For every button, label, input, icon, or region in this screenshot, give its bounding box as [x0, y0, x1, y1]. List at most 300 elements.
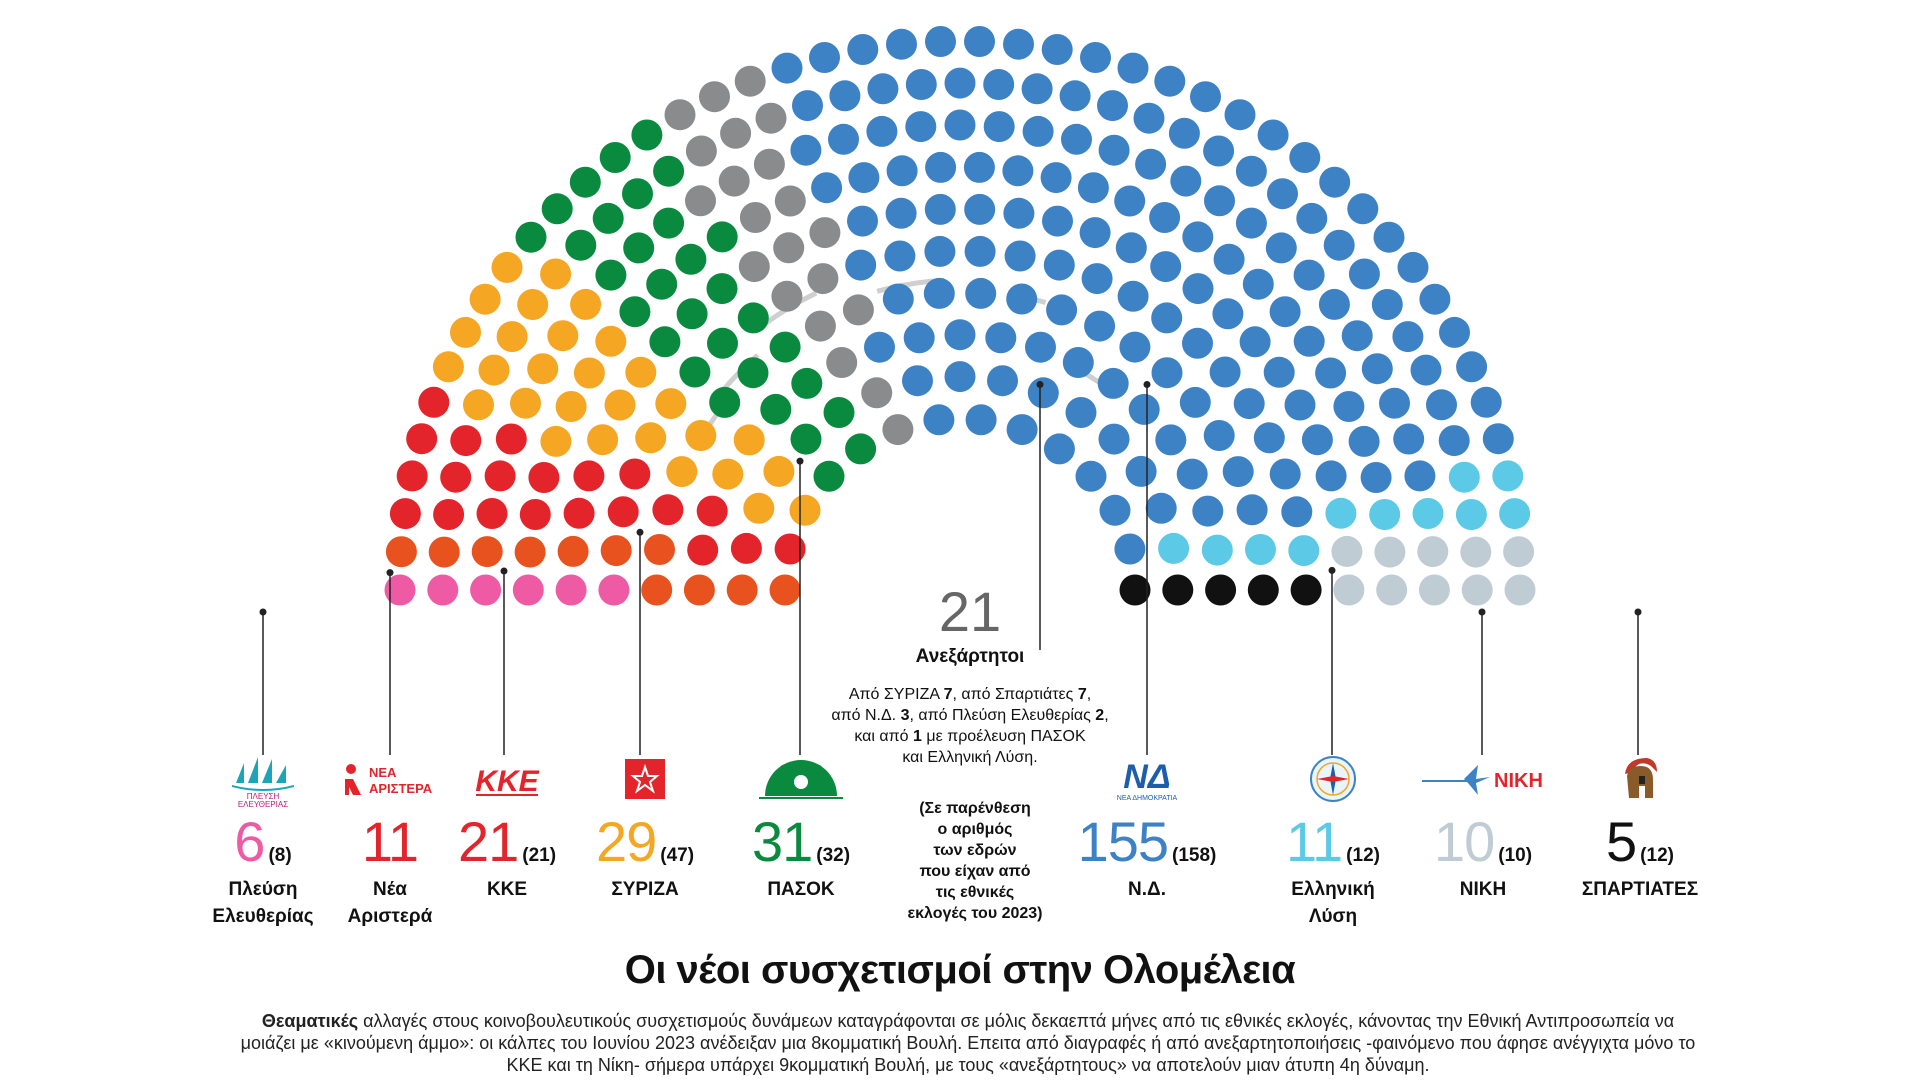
seat-nd	[792, 90, 823, 121]
seat-el	[1158, 533, 1189, 564]
spartan-helmet-logo	[1545, 748, 1735, 810]
seat-nd	[1076, 461, 1107, 492]
svg-text:ΝΔ: ΝΔ	[1123, 758, 1171, 796]
seat-pasok	[814, 461, 845, 492]
seat-indep	[775, 186, 806, 217]
seat-nd	[1225, 99, 1256, 130]
seat-el	[1492, 460, 1523, 491]
seat-pasok	[675, 244, 706, 275]
seat-syriza	[556, 391, 587, 422]
party-pasok: 31 (32) ΠΑΣΟΚ	[706, 748, 896, 903]
spart-seats: 5	[1606, 810, 1637, 873]
seat-pasok	[707, 273, 738, 304]
seat-nd	[1374, 222, 1405, 253]
seat-nd	[1419, 284, 1450, 315]
seat-nea	[641, 575, 672, 606]
seat-nd	[925, 194, 956, 225]
seat-nd	[883, 284, 914, 315]
nea-seats: 11	[361, 810, 419, 873]
seat-nd	[1044, 250, 1075, 281]
seat-nd	[1319, 289, 1350, 320]
seat-nd	[1099, 424, 1130, 455]
seat-el	[1499, 498, 1530, 529]
seat-kke	[619, 459, 650, 490]
seat-syriza	[712, 459, 743, 490]
syriza-seats: 29	[595, 810, 657, 873]
seat-syriza	[433, 351, 464, 382]
seat-pasok	[542, 193, 573, 224]
seat-nd	[1296, 203, 1327, 234]
seat-kke	[406, 423, 437, 454]
independents-block	[820, 580, 1120, 768]
party-spart: 5 (12) ΣΠΑΡΤΙΑΤΕΣ	[1545, 748, 1735, 903]
seat-nd	[1270, 296, 1301, 327]
seat-pasok	[623, 232, 654, 263]
seat-nd	[1192, 496, 1223, 527]
seat-nd	[1005, 241, 1036, 272]
seat-nd	[965, 278, 996, 309]
independents-seats: 21	[938, 580, 1002, 643]
seat-kke	[433, 499, 464, 530]
leader-dot-niki	[1479, 609, 1486, 616]
seat-kke	[390, 498, 421, 529]
seat-nea	[429, 537, 460, 568]
seat-indep	[686, 136, 717, 167]
seat-nd	[1182, 328, 1213, 359]
seat-nd	[1294, 260, 1325, 291]
seat-kke	[520, 499, 551, 530]
seat-nd	[848, 162, 879, 193]
seat-syriza	[497, 321, 528, 352]
seat-pasok	[622, 178, 653, 209]
seat-nd	[829, 80, 860, 111]
seat-nd	[925, 152, 956, 183]
seat-syriza	[587, 424, 618, 455]
seat-syriza	[517, 289, 548, 320]
seat-pasok	[646, 269, 677, 300]
seat-nd	[1025, 332, 1056, 363]
seat-nd	[1349, 259, 1380, 290]
seat-indep	[754, 149, 785, 180]
seat-pasok	[631, 120, 662, 151]
seat-nd	[1342, 320, 1373, 351]
syriza-name: ΣΥΡΙΖΑ	[611, 879, 679, 900]
seat-indep	[756, 103, 787, 134]
seat-nd	[1267, 178, 1298, 209]
seat-nd	[1126, 456, 1157, 487]
kke-name: ΚΚΕ	[486, 879, 528, 900]
svg-text:ΝΙΚΗ: ΝΙΚΗ	[1494, 770, 1543, 792]
leader-dot-syriza	[637, 529, 644, 536]
seat-el	[1202, 535, 1233, 566]
seat-syriza	[574, 358, 605, 389]
seat-nd	[1266, 232, 1297, 263]
seat-niki	[1505, 575, 1536, 606]
seat-kke	[775, 534, 806, 565]
seat-nd	[1379, 388, 1410, 419]
seat-syriza	[540, 259, 571, 290]
leader-dot-plefsi	[260, 609, 267, 616]
seat-indep	[735, 66, 766, 97]
leader-dot-spart	[1635, 609, 1642, 616]
seat-nd	[1114, 534, 1145, 565]
seat-indep	[665, 99, 696, 130]
seat-nd	[1243, 269, 1274, 300]
seat-nd	[1285, 390, 1316, 421]
nd-seats: 155	[1077, 810, 1169, 873]
seat-niki	[1374, 537, 1405, 568]
party-el: 11 (12) Ελληνική Λύση	[1238, 748, 1428, 930]
seat-nd	[1041, 162, 1072, 193]
seat-niki	[1460, 537, 1491, 568]
seat-nd	[1042, 206, 1073, 237]
seat-nd	[965, 236, 996, 267]
seat-nd	[867, 73, 898, 104]
seat-kke	[397, 460, 428, 491]
seat-nd	[902, 365, 933, 396]
seat-nd	[1003, 29, 1034, 60]
seat-el	[1413, 498, 1444, 529]
seat-el	[1245, 534, 1276, 565]
seat-nd	[1061, 124, 1092, 155]
seat-indep	[861, 377, 892, 408]
plefsi-prev: (8)	[268, 845, 292, 866]
pasok-seats: 31	[751, 810, 813, 873]
seat-kke	[608, 496, 639, 527]
seat-syriza	[479, 355, 510, 386]
seat-el	[1325, 498, 1356, 529]
seat-nd	[1190, 81, 1221, 112]
seat-kke	[528, 462, 559, 493]
seat-nd	[790, 135, 821, 166]
seat-pasok	[570, 167, 601, 198]
seat-nd	[1439, 317, 1470, 348]
seat-nd	[1393, 424, 1424, 455]
seat-indep	[805, 311, 836, 342]
seat-nd	[905, 111, 936, 142]
seat-nd	[864, 332, 895, 363]
seat-spart	[1291, 575, 1322, 606]
seat-pasok	[824, 397, 855, 428]
svg-text:ΑΡΙΣΤΕΡΑ: ΑΡΙΣΤΕΡΑ	[369, 781, 433, 796]
seat-indep	[809, 217, 840, 248]
seat-el	[1369, 499, 1400, 530]
seat-indep	[882, 414, 913, 445]
seat-nd	[1098, 368, 1129, 399]
seat-nd	[1182, 221, 1213, 252]
seat-nd	[1129, 394, 1160, 425]
seat-syriza	[527, 353, 558, 384]
plefsi-seats: 6	[234, 810, 265, 873]
svg-text:ΝΕΑ: ΝΕΑ	[369, 765, 397, 780]
seat-nd	[884, 241, 915, 272]
seat-indep	[773, 232, 804, 263]
seat-nd	[1236, 156, 1267, 187]
seat-nd	[966, 404, 997, 435]
seat-nd	[1347, 193, 1378, 224]
seat-nd	[1270, 459, 1301, 490]
seat-kke	[573, 460, 604, 491]
seat-nd	[1289, 142, 1320, 173]
seat-pasok	[677, 298, 708, 329]
svg-text:ΠΛΕΥΣΗ: ΠΛΕΥΣΗ	[246, 792, 280, 801]
seat-nd	[1044, 433, 1075, 464]
seat-nd	[1151, 302, 1182, 333]
seat-pasok	[565, 230, 596, 261]
seat-nd	[924, 236, 955, 267]
seat-nd	[964, 152, 995, 183]
seat-nea	[601, 535, 632, 566]
seat-nd	[828, 124, 859, 155]
seat-nd	[1169, 118, 1200, 149]
seat-syriza	[450, 317, 481, 348]
seat-indep	[720, 118, 751, 149]
seat-nd	[1398, 252, 1429, 283]
seat-nd	[1118, 281, 1149, 312]
seat-nd	[1426, 389, 1457, 420]
seat-nd	[1302, 424, 1333, 455]
seat-nd	[1254, 422, 1285, 453]
seat-nea	[515, 537, 546, 568]
seat-nd	[1316, 460, 1347, 491]
seat-syriza	[570, 289, 601, 320]
niki-name: ΝΙΚΗ	[1459, 879, 1507, 900]
seat-kke	[418, 387, 449, 418]
seat-syriza	[655, 388, 686, 419]
seat-indep	[739, 251, 770, 282]
seat-nd	[1022, 73, 1053, 104]
body-paragraph: Θεαματικές αλλαγές στους κοινοβουλευτικούς συσχετισμούς δυνάμεων καταγράφονται σε μόλις δεκαεπτά μήνες από τις εθνικές εκλογές, κάνοντας την Εθνική Αντιπροσωπεία να μοιάζει με «κινούμενη άμμο»: οι κάλπες του Ιουνίου 2023 ανέδειξαν μια 8κομματική Βουλή. Επειτα από διαγραφές ή από ανεξαρτητοποιήσεις -φαινόμενο που άφησε ανέγγιχτα μόνο το ΚΚΕ και τη Νίκη- σήμερα υπάρχει 9κομματική Βουλή, με τους «ανεξάρτητους» να αποτελούν μιαν άτυπη 4η δύναμη.	[240, 1011, 1696, 1075]
seat-nd	[904, 322, 935, 353]
seat-spart	[1205, 575, 1236, 606]
seat-nd	[1372, 289, 1403, 320]
seat-nd	[1183, 273, 1214, 304]
seat-pasok	[709, 387, 740, 418]
seat-nd	[1066, 397, 1097, 428]
seat-kke	[564, 498, 595, 529]
party-kke: ΚΚΕ 21 (21) ΚΚΕ	[412, 748, 602, 903]
seat-nd	[945, 68, 976, 99]
seat-nd	[1154, 66, 1185, 97]
seat-pasok	[738, 357, 769, 388]
seat-nea	[644, 534, 675, 565]
seat-pasok	[707, 221, 738, 252]
seat-nd	[1100, 495, 1131, 526]
seat-syriza	[510, 388, 541, 419]
seat-kke	[731, 533, 762, 564]
seat-nd	[1080, 217, 1111, 248]
seat-spart	[1120, 575, 1151, 606]
seat-syriza	[685, 420, 716, 451]
plefsi-name: Πλεύση Ελευθερίας	[212, 879, 314, 927]
seat-syriza	[595, 326, 626, 357]
seat-pasok	[516, 222, 547, 253]
seat-niki	[1503, 536, 1534, 567]
seat-nd	[964, 194, 995, 225]
seat-nd	[1119, 332, 1150, 363]
seat-nd	[1456, 351, 1487, 382]
el-name: Ελληνική Λύση	[1291, 879, 1375, 927]
seat-nd	[1203, 136, 1234, 167]
seat-nd	[1063, 347, 1094, 378]
seat-plefsi	[470, 575, 501, 606]
seat-indep	[685, 185, 716, 216]
seat-pasok	[653, 208, 684, 239]
seat-nd	[1204, 185, 1235, 216]
seat-pasok	[600, 142, 631, 173]
seat-nd	[1046, 294, 1077, 325]
seat-nd	[1483, 423, 1514, 454]
seat-nd	[1177, 459, 1208, 490]
seat-indep	[719, 166, 750, 197]
seat-nd	[1264, 357, 1295, 388]
seat-pasok	[593, 203, 624, 234]
seat-pasok	[653, 156, 684, 187]
seat-nd	[887, 155, 918, 186]
seat-plefsi	[598, 575, 629, 606]
seat-syriza	[605, 390, 636, 421]
seat-nd	[1006, 284, 1037, 315]
seat-nd	[964, 26, 995, 57]
seat-nd	[1097, 90, 1128, 121]
seat-nd	[1152, 357, 1183, 388]
svg-text:ΚΚΕ: ΚΚΕ	[475, 765, 539, 798]
seat-indep	[699, 81, 730, 112]
seat-kke	[477, 498, 508, 529]
seat-nea	[558, 536, 589, 567]
seat-kke	[652, 494, 683, 525]
spart-name: ΣΠΑΡΤΙΑΤΕΣ	[1581, 879, 1699, 900]
seat-nea	[770, 575, 801, 606]
seat-nd	[1007, 414, 1038, 445]
seat-nea	[684, 575, 715, 606]
seat-nd	[1315, 358, 1346, 389]
seat-dots	[385, 26, 1536, 606]
seat-nd	[1023, 116, 1054, 147]
seat-pasok	[679, 357, 710, 388]
niki-seats: 10	[1433, 810, 1495, 873]
seat-plefsi	[427, 575, 458, 606]
independents-label: Ανεξάρτητοι	[915, 646, 1025, 667]
seat-nd	[1294, 326, 1325, 357]
seat-nd	[1170, 166, 1201, 197]
independents-note: Από ΣΥΡΙΖΑ 7, από Σπαρτιάτες 7, από Ν.Δ. 3, από Πλεύση Ελευθερίας 2, και από 1 με προέλευση ΠΑΣΟΚ και Ελληνική Λύση.	[831, 686, 1109, 766]
leader-dot-nea	[387, 569, 394, 576]
seat-nd	[1118, 53, 1149, 84]
seat-nd	[1180, 387, 1211, 418]
seat-kke	[496, 424, 527, 455]
svg-text:ΝΕΑ ΔΗΜΟΚΡΑΤΙΑ: ΝΕΑ ΔΗΜΟΚΡΑΤΙΑ	[1116, 795, 1178, 802]
seat-el	[1456, 499, 1487, 530]
seat-nea	[472, 536, 503, 567]
party-syriza: 29 (47) ΣΥΡΙΖΑ	[550, 748, 740, 903]
seat-nd	[1028, 377, 1059, 408]
seat-nd	[1135, 149, 1166, 180]
parenthesis-note: (Σε παρένθεση ο αριθμός των εδρών που είχαν από τις εθνικές εκλογές του 2023)	[907, 800, 1043, 922]
seat-nd	[1411, 355, 1442, 386]
seat-nd	[1333, 391, 1364, 422]
seat-indep	[826, 347, 857, 378]
seat-nd	[983, 69, 1014, 100]
seat-nd	[924, 278, 955, 309]
seat-nd	[1084, 311, 1115, 342]
seat-nd	[923, 404, 954, 435]
seat-nd	[1258, 120, 1289, 151]
seat-nd	[847, 34, 878, 65]
seat-nd	[845, 250, 876, 281]
seat-nd	[1404, 460, 1435, 491]
seat-nd	[984, 111, 1015, 142]
seat-el	[1288, 535, 1319, 566]
seat-pasok	[649, 326, 680, 357]
leader-dot-el	[1329, 567, 1336, 574]
seat-nd	[1042, 34, 1073, 65]
seat-nd	[985, 322, 1016, 353]
seat-nd	[886, 198, 917, 229]
seat-nd	[1060, 80, 1091, 111]
seat-nd	[987, 365, 1018, 396]
nd-name: Ν.Δ.	[1128, 879, 1166, 900]
seat-nd	[1324, 230, 1355, 261]
leader-dot-pasok	[797, 458, 804, 465]
party-nd: ΝΔ ΝΕΑ ΔΗΜΟΚΡΑΤΙΑ 155 (158) Ν.Δ.	[1052, 748, 1242, 903]
seat-syriza	[470, 284, 501, 315]
seat-nd	[906, 69, 937, 100]
seat-nd	[945, 361, 976, 392]
seat-syriza	[763, 456, 794, 487]
seat-syriza	[790, 495, 821, 526]
seat-pasok	[760, 394, 791, 425]
seat-syriza	[743, 493, 774, 524]
seat-nd	[1240, 326, 1271, 357]
seat-nd	[1319, 167, 1350, 198]
seat-indep	[771, 281, 802, 312]
seat-nd	[1237, 494, 1268, 525]
leader-dot-nd	[1144, 381, 1151, 388]
seat-kke	[687, 535, 718, 566]
seat-nd	[1361, 462, 1392, 493]
seat-indep	[843, 294, 874, 325]
leader-dot-kke	[501, 568, 508, 575]
seat-nd	[1146, 493, 1177, 524]
seat-niki	[1331, 536, 1362, 567]
pasok-name: ΠΑΣΟΚ	[767, 879, 835, 900]
seat-nd	[1082, 263, 1113, 294]
seat-pasok	[791, 368, 822, 399]
seat-nd	[1134, 103, 1165, 134]
seat-niki	[1376, 575, 1407, 606]
nea-name: Νέα Αριστερά	[347, 879, 433, 927]
seat-nd	[1149, 202, 1180, 233]
seat-pasok	[791, 424, 822, 455]
seat-nd	[811, 172, 842, 203]
seat-nd	[1204, 420, 1235, 451]
seat-nd	[1212, 298, 1243, 329]
party-niki: ΝΙΚΗ 10 (10) ΝΙΚΗ	[1388, 748, 1578, 903]
seat-syriza	[666, 456, 697, 487]
seat-nd	[1116, 232, 1147, 263]
seat-niki	[1333, 575, 1364, 606]
seat-nd	[1080, 42, 1111, 73]
seat-indep	[807, 263, 838, 294]
leader-dot-indep	[1037, 381, 1044, 388]
seat-plefsi	[513, 575, 544, 606]
seat-nd	[1002, 155, 1033, 186]
seat-nd	[1234, 388, 1265, 419]
seat-nd	[1392, 321, 1423, 352]
seat-nd	[1349, 426, 1380, 457]
seat-nea	[386, 536, 417, 567]
